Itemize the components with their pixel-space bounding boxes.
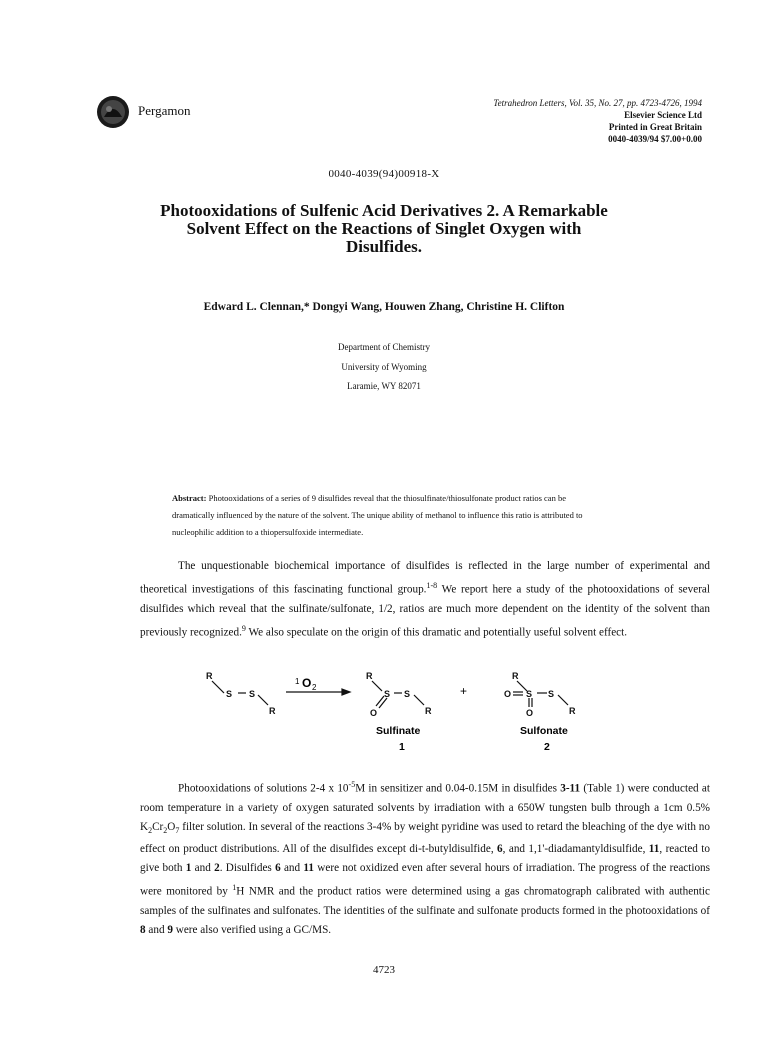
reagent-oxygen: O [302,676,312,690]
affiliation-university: University of Wyoming [341,362,427,372]
oxygen-label: O [504,689,512,699]
superscript: -5 [348,780,356,789]
r-group-label: R [425,706,432,716]
text: . Disulfides [219,861,276,874]
text: O [167,820,176,833]
page-number: 4723 [373,964,395,976]
methods-paragraph [140,775,710,940]
compound-ref: 11 [648,842,660,855]
abstract [172,490,610,541]
text: were also verified using a GC/MS. [172,923,332,936]
oxygen-label: O [526,708,534,718]
oxygen-label: O [370,708,378,718]
compound-ref: 2 [214,861,220,874]
sulfur-label: S [384,689,391,699]
sulfur-label: S [249,689,256,699]
intro-paragraph [140,557,710,642]
sulfonate-label: Sulfonate [520,725,568,737]
printed-line: Printed in Great Britain [608,122,702,132]
sulfur-label: S [226,689,233,699]
r-group-label: R [269,706,276,716]
text: and [145,923,168,936]
text: M in sensitizer and 0.04-0.15M in disulfides [355,782,561,795]
authors: Edward L. Clennan,* Dongyi Wang, Houwen Zhang, Christine H. Clifton [203,301,565,313]
para1-text-b: We report here a study of the photooxidations of several disulfides which reveal that the sulfinate/sulfonate, 1/2, ratios are much more dependent on the identity of the solvent than previously recognized. [140,583,710,639]
subscript: 7 [175,825,180,835]
affiliation-city: Laramie, WY 82071 [347,381,421,391]
reagent-superscript: 1 [295,677,300,686]
compound-ref: 6 [275,861,281,874]
text: and [191,861,215,874]
compound-ref: 9 [167,923,173,936]
compound-ref: 11 [303,861,314,874]
r-group-label: R [569,706,576,716]
compound-ref: 3-11 [560,782,581,795]
text: and [280,861,304,874]
abstract-label: Abstract: [172,493,207,503]
compound-ref: 1 [185,861,192,874]
publisher-name: Pergamon [138,103,191,118]
paper-title [100,202,668,256]
r-group-label: R [206,671,213,681]
sulfinate-label: Sulfinate [376,725,421,737]
citation-ref: 1-8 [426,581,438,590]
affiliation-department: Department of Chemistry [338,342,430,352]
reaction-scheme [190,664,590,754]
sulfur-label: S [526,689,533,699]
text: were not oxidized even after several hours of irradiation. The progress of the reactions were monitored by [140,861,711,898]
text: Cr [152,820,164,833]
r-group-label: R [512,671,519,681]
compound-ref: 6 [497,842,503,855]
doi: 0040-4039(94)00918-X [328,168,440,180]
text: , and 1,1'-diadamantyldisulfide, [502,842,649,855]
reagent-subscript: 2 [312,683,317,692]
plus-sign: + [460,684,468,698]
publisher-line: Elsevier Science Ltd [624,110,702,120]
sulfonate-number: 2 [544,741,550,753]
sulfinate-number: 1 [399,741,405,753]
text: (Table 1) were conducted at room temperature in a variety of oxygen saturated solvents by irradiation with a 650W tungsten bulb through a 1cm 0.5% K [140,782,710,833]
r-group-label: R [366,671,373,681]
sulfur-label: S [404,689,411,699]
journal-citation: Tetrahedron Letters, Vol. 35, No. 27, pp. 4723-4726, 1994 [493,98,702,108]
text: Photooxidations of solutions 2-4 x 10 [178,782,349,795]
para1-text-c: We also speculate on the origin of this dramatic and potentially useful solvent effect. [245,626,628,639]
abstract-text: Photooxidations of a series of 9 disulfides reveal that the thiosulfinate/thiosulfonate product ratios can be dramatically influenced by the nature of the solvent. The unique ability of methanol to influence this ratio is attributed to nucleophilic addition to a thiopersulfoxide intermediate. [172,493,583,537]
subscript: 2 [163,825,168,835]
title-line-2: Solvent Effect on the Reactions of Singlet Oxygen with [186,219,582,238]
sulfur-label: S [548,689,555,699]
subscript: 2 [148,825,153,835]
text: filter solution. In several of the reactions 3-4% by weight pyridine was used to retard the bleaching of the dye with no effect on product distributions. All of the disulfides except di-t-butyldisulfide, [140,820,710,855]
elsevier-logo-icon [96,95,130,129]
title-line-1: Photooxidations of Sulfenic Acid Derivatives 2. A Remarkable [160,201,608,220]
price-line: 0040-4039/94 $7.00+0.00 [608,134,702,144]
title-line-3: Disulfides. [345,237,423,256]
citation-ref: 9 [241,623,246,633]
compound-ref: 8 [140,923,146,936]
text: H NMR and the product ratios were determined using a gas chromatograph calibrated with authentic samples of the sulfinates and sulfonates. The identities of the sulfinate and sulfonate products formed in the photooxidations of [140,885,710,917]
superscript: 1 [232,882,237,892]
text: , reacted to give both [140,842,710,874]
para1-text-a: The unquestionable biochemical importance of disulfides is reflected in the large number of experimental and theoretical investigations of this fascinating functional group. [140,560,710,596]
